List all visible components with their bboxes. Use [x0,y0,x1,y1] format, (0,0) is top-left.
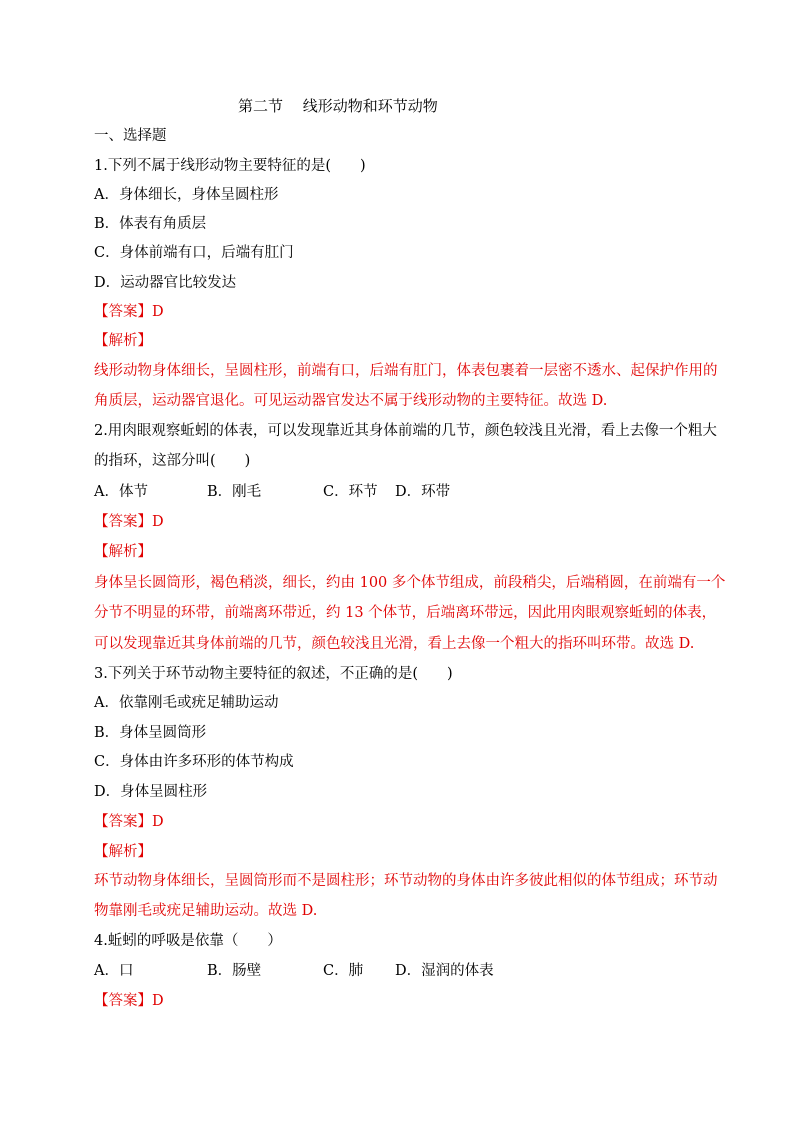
question-2-stem-line-2: 的指环，这部分叫( ) [94,453,251,469]
question-3-stem: 3.下列关于环节动物主要特征的叙述，不正确的是( ) [94,666,453,682]
question-2-analysis-line-1: 身体呈长圆筒形，褐色稍淡，细长，约由 100 多个体节组成，前段稍尖，后端稍圆，在前端有一个 [94,575,726,591]
question-1-option-c: C．身体前端有口，后端有肛门 [94,245,294,261]
answer-value: D [152,993,164,1009]
question-4-options [94,961,494,981]
question-1-option-d: D．运动器官比较发达 [94,275,237,291]
answer-tag: 【答案】 [94,814,152,830]
question-3-answer [94,812,164,832]
question-4-option-b: B．肠壁 [207,963,262,979]
question-2-option-b: B．刚毛 [207,484,262,500]
question-2-option-a: A．体节 [94,484,148,500]
question-1-answer [94,302,164,322]
page-title: 第二节 线形动物和环节动物 [238,97,438,115]
question-4-option-a: A．口 [94,963,134,979]
question-2-analysis-line-2: 分节不明显的环带，前端离环带近，约 13 个体节，后端离环带远，因此用肉眼观察蚯蚓的体表， [94,605,717,621]
question-1-option-b: B．体表有角质层 [94,216,207,232]
question-2-analysis-tag: 【解析】 [94,544,152,560]
question-1-stem: 1.下列不属于线形动物主要特征的是( ) [94,158,366,174]
answer-tag: 【答案】 [94,514,152,530]
section-heading: 一、选择题 [94,128,167,144]
question-3-analysis-tag: 【解析】 [94,844,152,860]
question-1-analysis-line-1: 线形动物身体细长，呈圆柱形，前端有口，后端有肛门，体表包裹着一层密不透水、起保护作用的 [94,363,718,379]
question-2-options [94,482,450,502]
question-1-option-a: A．身体细长，身体呈圆柱形 [94,187,279,203]
question-4-option-d: D．湿润的体表 [395,963,494,979]
question-4-option-c: C．肺 [323,963,364,979]
question-4-stem: 4.蚯蚓的呼吸是依靠（ ） [94,933,282,949]
question-4-answer [94,991,164,1011]
answer-value: D [152,814,164,830]
answer-value: D [152,514,164,530]
question-3-option-d: D．身体呈圆柱形 [94,784,208,800]
question-3-option-c: C．身体由许多环形的体节构成 [94,754,294,770]
question-2-stem-line-1: 2.用肉眼观察蚯蚓的体表，可以发现靠近其身体前端的几节，颜色较浅且光滑，看上去像一个粗大 [94,423,717,439]
question-2-option-d: D．环带 [395,484,451,500]
question-3-option-a: A．依靠刚毛或疣足辅助运动 [94,695,279,711]
question-1-analysis-line-2: 角质层，运动器官退化。可见运动器官发达不属于线形动物的主要特征。故选 D. [94,393,608,409]
question-1-analysis-tag: 【解析】 [94,333,152,349]
question-2-analysis-line-3: 可以发现靠近其身体前端的几节，颜色较浅且光滑，看上去像一个粗大的指环叫环带。故选 D. [94,636,695,652]
answer-tag: 【答案】 [94,993,152,1009]
question-2-option-c: C．环节 [323,484,378,500]
answer-value: D [152,304,164,320]
question-3-analysis-line-1: 环节动物身体细长，呈圆筒形而不是圆柱形；环节动物的身体由许多彼此相似的体节组成；环节动 [94,873,718,889]
answer-tag: 【答案】 [94,304,152,320]
question-3-option-b: B．身体呈圆筒形 [94,725,207,741]
question-3-analysis-line-2: 物靠刚毛或疣足辅助运动。故选 D. [94,903,318,919]
question-2-answer [94,512,164,532]
